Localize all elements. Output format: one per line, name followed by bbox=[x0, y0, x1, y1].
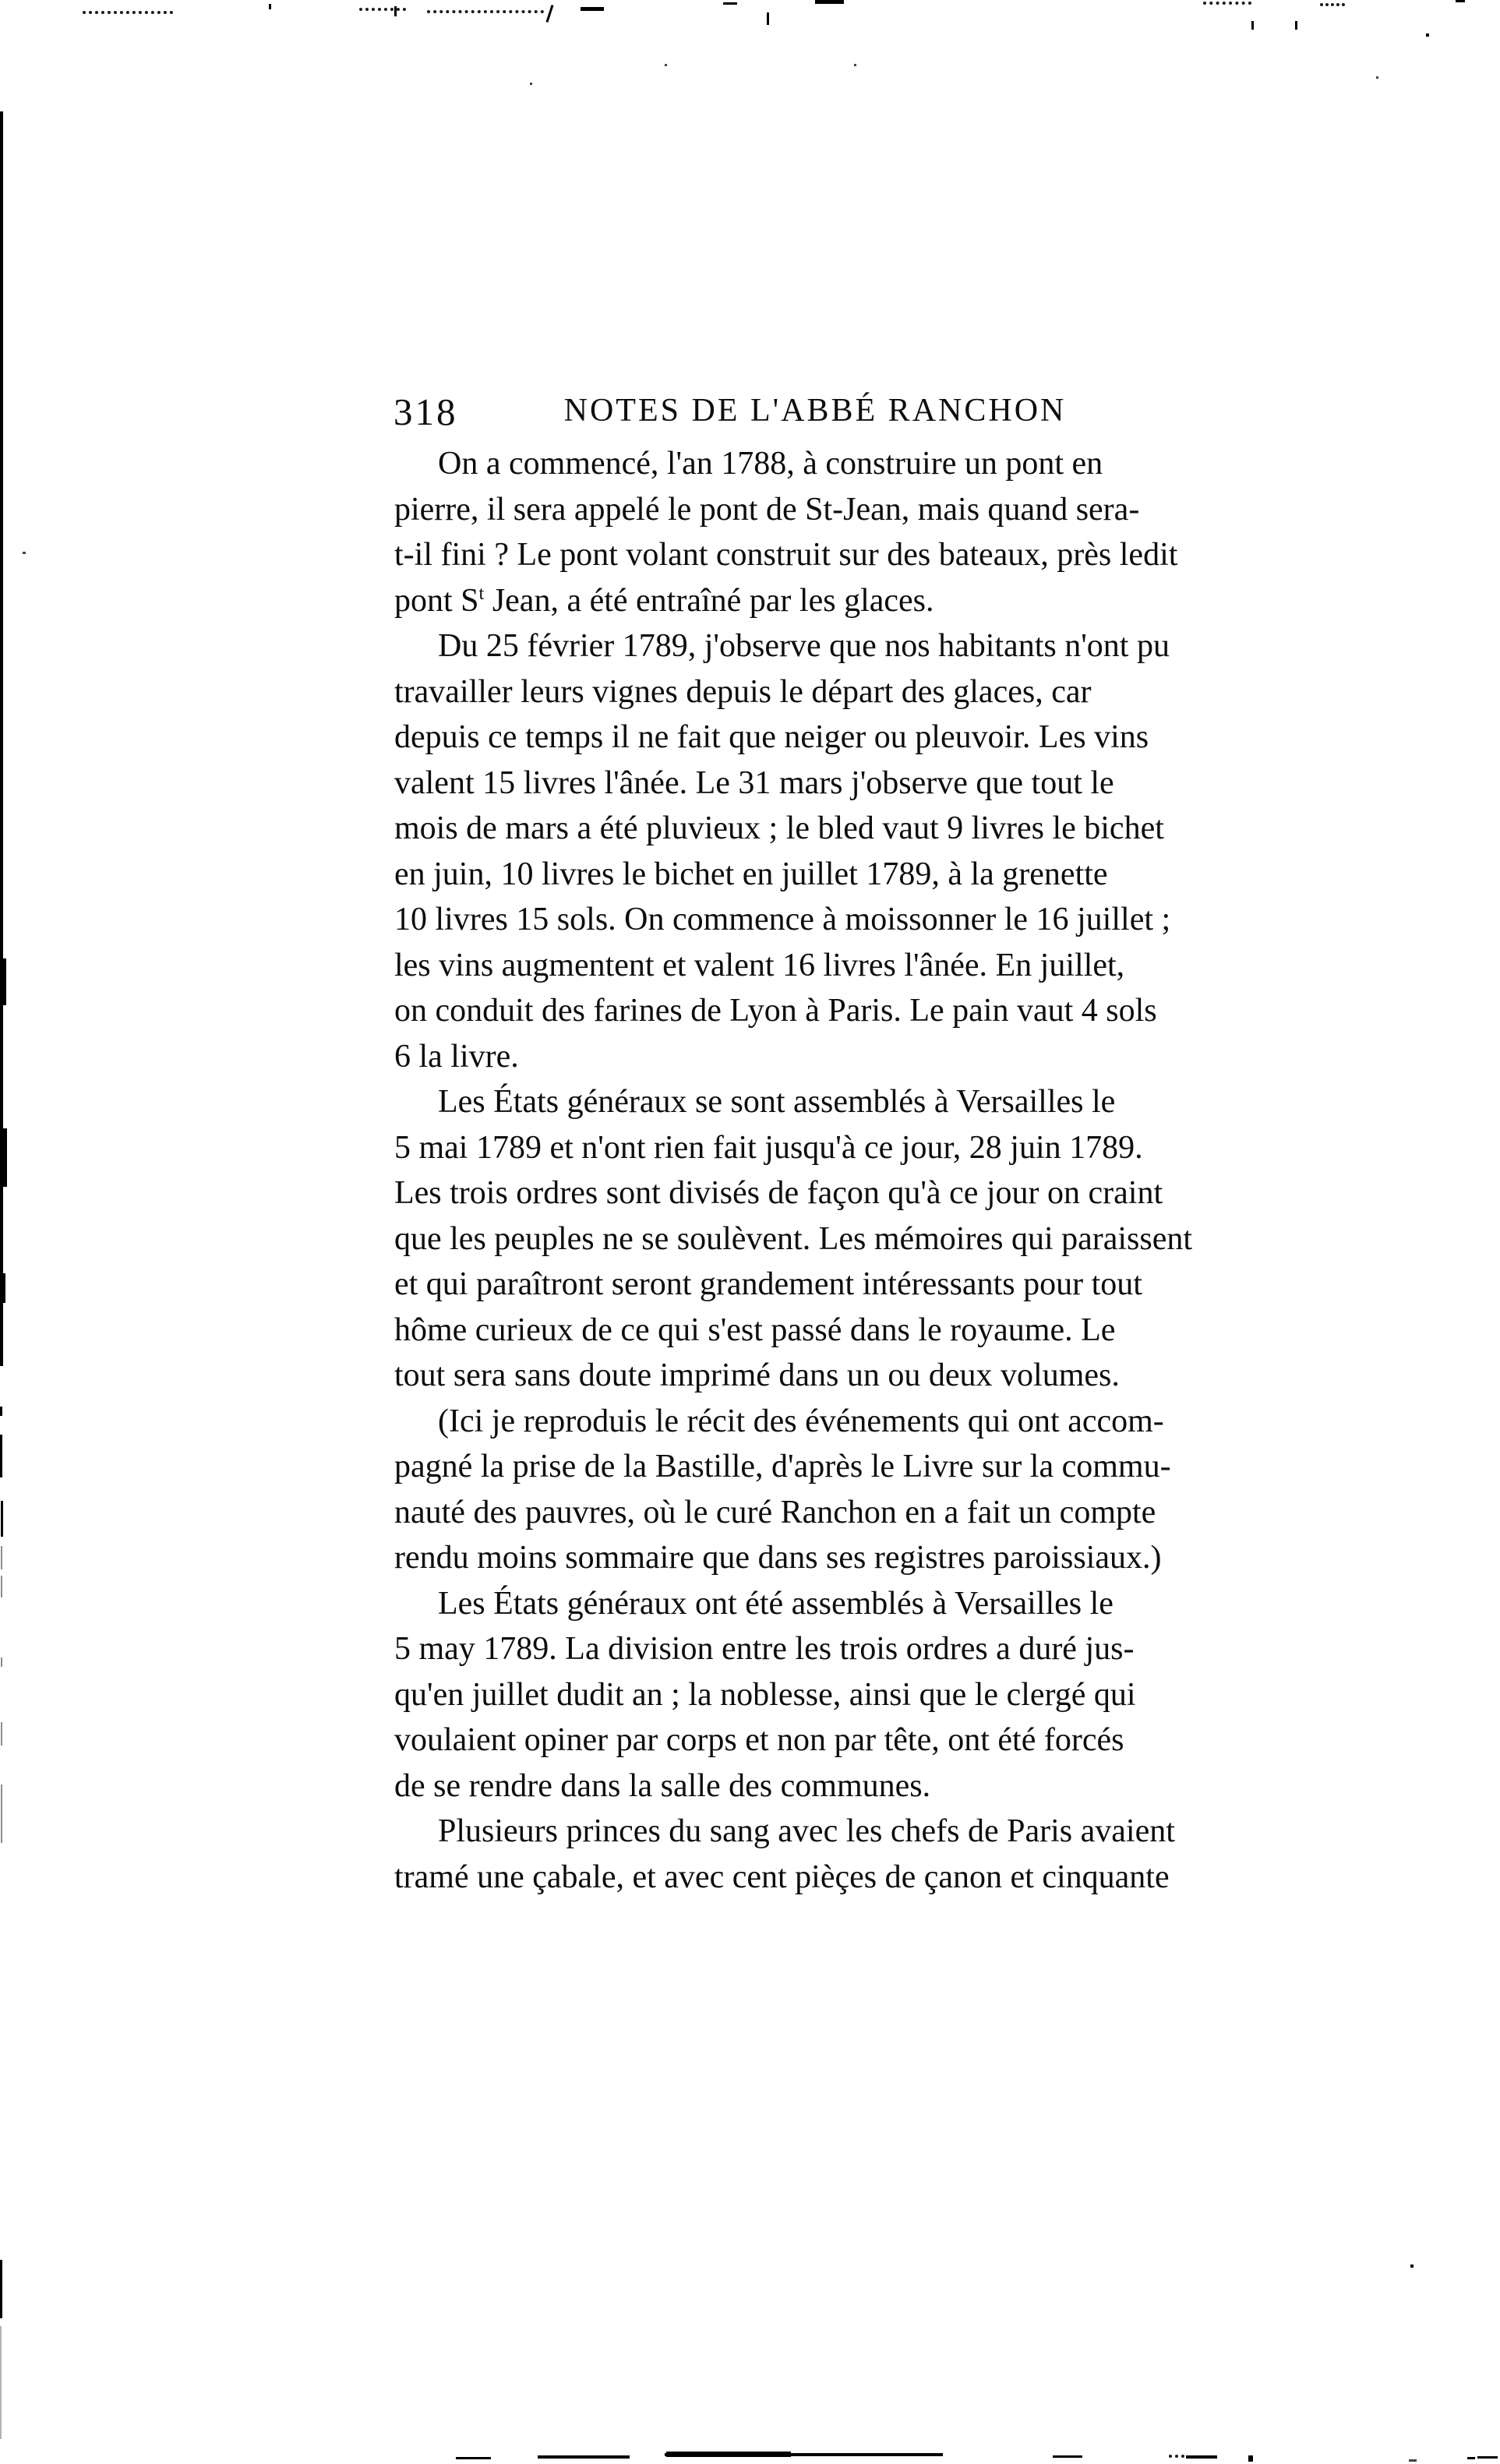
text-line: on conduit des farines de Lyon à Paris. Le pain vaut 4 sols bbox=[394, 993, 1157, 1029]
text-line: tout sera sans doute imprimé dans un ou deux volumes. bbox=[394, 1357, 1120, 1393]
text-line: t-il fini ? Le pont volant construit sur des bateaux, près ledit bbox=[394, 537, 1178, 573]
scan-artifact-bottom-line bbox=[666, 2452, 791, 2457]
scan-artifact-left-dash bbox=[1, 1576, 2, 1597]
text-line: rendu moins sommaire que dans ses registres paroissiaux.) bbox=[394, 1540, 1162, 1576]
text-line: pont $S^t$ Jean, a été entraîné par les glaces. bbox=[394, 582, 934, 619]
text-line: Les États généraux ont été assemblés à Versailles le bbox=[438, 1585, 1114, 1622]
scan-artifact-speck bbox=[854, 64, 856, 66]
scan-artifact-speck bbox=[1410, 2265, 1414, 2268]
text-line: travailler leurs vignes depuis le départ des glaces, car bbox=[394, 673, 1092, 710]
scan-artifact-speck bbox=[1203, 2, 1251, 5]
scan-artifact-left-blob bbox=[0, 1128, 7, 1187]
text-line: pierre, il sera appelé le pont de St-Jean, mais quand sera- bbox=[394, 491, 1140, 528]
text-line: Les trois ordres sont divisés de façon qu'à ce jour on craint bbox=[394, 1175, 1163, 1211]
scan-artifact-speck bbox=[1456, 0, 1465, 2]
scan-artifact-speck bbox=[269, 4, 271, 9]
scan-artifact-left-dash bbox=[0, 1407, 2, 1416]
scan-artifact-left-dash bbox=[1, 1722, 2, 1746]
scan-artifact-left-dash bbox=[1, 1784, 2, 1843]
scan-artifact-speck bbox=[1376, 76, 1378, 79]
scan-artifact-speck bbox=[394, 6, 397, 16]
scan-artifact-speck bbox=[23, 552, 26, 554]
text-line: 5 mai 1789 et n'ont rien fait jusqu'à ce jour, 28 juin 1789. bbox=[394, 1129, 1143, 1166]
scan-artifact-speck bbox=[1409, 2459, 1417, 2462]
scan-artifact-speck bbox=[1426, 34, 1429, 37]
paragraph bbox=[394, 441, 1236, 623]
text-line: valent 15 livres l'ânée. Le 31 mars j'observe que tout le bbox=[394, 764, 1114, 801]
text-line: (Ici je reproduis le récit des événements qui ont accom- bbox=[438, 1403, 1164, 1439]
text-line: Les États généraux se sont assemblés à Versailles le bbox=[438, 1084, 1116, 1120]
scan-artifact-speck bbox=[359, 8, 406, 11]
scan-artifact-left-dash bbox=[0, 2260, 2, 2318]
text-line: qu'en juillet dudit an ; la noblesse, ainsi que le clergé qui bbox=[394, 1676, 1136, 1713]
text-line: depuis ce temps il ne fait que neiger ou pleuvoir. Les vins bbox=[394, 719, 1149, 755]
paragraph bbox=[394, 1809, 1236, 1900]
scan-artifact-left-blob bbox=[0, 958, 6, 1005]
scan-artifact-slash bbox=[546, 5, 554, 23]
paragraph bbox=[394, 1399, 1236, 1581]
scan-artifact-left-dash bbox=[0, 2326, 2, 2439]
scan-artifact-left-dash bbox=[1, 1657, 2, 1667]
scan-artifact-speck bbox=[767, 12, 769, 25]
scan-artifact-bottom-line bbox=[1467, 2457, 1475, 2459]
scan-artifact-speck bbox=[1251, 21, 1254, 30]
scan-artifact-bottom-line bbox=[538, 2455, 630, 2459]
scan-artifact-speck bbox=[530, 83, 532, 85]
text-line: que les peuples ne se soulèvent. Les mémoires qui paraissent bbox=[394, 1220, 1193, 1257]
scan-artifact-speck bbox=[1295, 21, 1297, 30]
paragraph bbox=[394, 623, 1236, 1079]
text-line: 6 la livre. bbox=[394, 1038, 519, 1075]
scan-artifact-speck bbox=[83, 11, 173, 14]
scan-artifact-speck bbox=[1320, 3, 1345, 6]
scan-artifact-bottom-line bbox=[1477, 2456, 1498, 2459]
scan-artifact-speck bbox=[1248, 2455, 1253, 2462]
text-line: 10 livres 15 sols. On commence à moissonner le 16 juillet ; bbox=[394, 902, 1171, 937]
paragraph bbox=[394, 1079, 1236, 1399]
text-line: Du 25 février 1789, j'observe que nos habitants n'ont pu bbox=[438, 628, 1170, 664]
text-line: de se rendre dans la salle des communes. bbox=[394, 1767, 931, 1804]
text-line: voulaient opiner par corps et non par tête, ont été forcés bbox=[394, 1722, 1124, 1758]
scan-artifact-speck bbox=[427, 10, 544, 13]
scan-artifact-bottom-line bbox=[1053, 2455, 1082, 2458]
running-title: NOTES DE L'ABBÉ RANCHON bbox=[563, 393, 1067, 429]
text-line: Plusieurs princes du sang avec les chefs de Paris avaient bbox=[438, 1813, 1175, 1849]
scan-artifact-left-dash bbox=[0, 1435, 2, 1477]
text-line: hôme curieux de ce qui s'est passé dans le royaume. Le bbox=[394, 1311, 1116, 1348]
scan-artifact-speck bbox=[723, 2, 737, 5]
page-number: 318 bbox=[394, 390, 458, 433]
text-line: pagné la prise de la Bastille, d'après le Livre sur la commu- bbox=[394, 1449, 1171, 1484]
scan-artifact-speck bbox=[581, 7, 604, 11]
text-line: 5 may 1789. La division entre les trois ordres a duré jus- bbox=[394, 1631, 1135, 1667]
text-line: les vins augmentent et valent 16 livres l'ânée. En juillet, bbox=[394, 947, 1125, 983]
text-line: en juin, 10 livres le bichet en juillet 1789, à la grenette bbox=[394, 856, 1108, 892]
text-line: tramé une çabale, et avec cent pièçes de çanon et cinquante bbox=[394, 1859, 1170, 1895]
scan-artifact-bottom-line bbox=[1169, 2455, 1184, 2458]
text-line: nauté des pauvres, où le curé Ranchon en a fait un compte bbox=[394, 1494, 1156, 1530]
scan-artifact-bottom-line bbox=[456, 2457, 491, 2459]
text-line: On a commencé, l'an 1788, à construire un pont en bbox=[438, 446, 1103, 482]
scan-artifact-speck bbox=[815, 0, 844, 4]
text-line: et qui paraîtront seront grandement intéressants pour tout bbox=[394, 1266, 1142, 1302]
scan-artifact-speck bbox=[665, 64, 667, 66]
scan-artifact-left-dash bbox=[1, 1501, 3, 1537]
scan-artifact-bottom-line bbox=[1186, 2455, 1217, 2459]
text-block bbox=[394, 441, 1236, 1900]
text-line: mois de mars a été pluvieux ; le bled vaut 9 livres le bichet bbox=[394, 810, 1164, 846]
scan-artifact-left-dash bbox=[1, 1546, 2, 1569]
paragraph bbox=[394, 1581, 1236, 1809]
scan-artifact-left-blob bbox=[0, 1273, 5, 1303]
